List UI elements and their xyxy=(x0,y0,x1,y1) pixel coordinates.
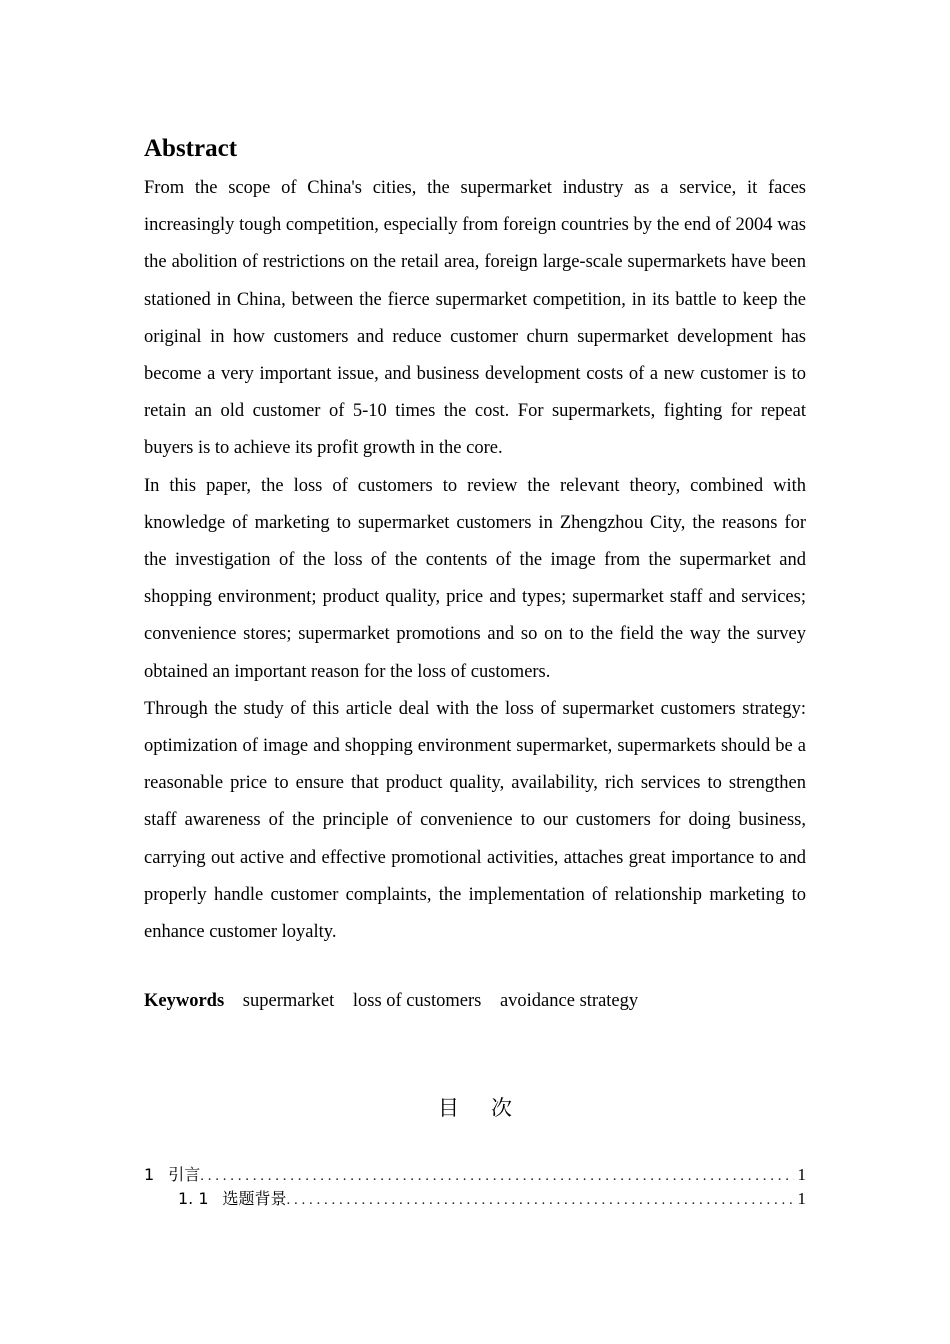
toc-entry-number: 1 xyxy=(144,1165,155,1185)
toc-entry-page: 1 xyxy=(797,1165,806,1185)
toc-entry-label: 引言 xyxy=(168,1165,201,1185)
abstract-paragraph-2: In this paper, the loss of customers to review the relevant theory, combined with knowledge of marketing to supermarket customers in Zhengzhou City, the reasons for the investigation of the loss of the contents of the image from the supermarket and shopping environment; product quality, price and types; supermarket staff and services; convenience stores; supermarket promotions and so on to the field the way the survey obtained an important reason for the loss of customers. xyxy=(144,475,806,682)
keyword-item: loss of customers xyxy=(352,991,482,1012)
toc-dot-leader xyxy=(287,1188,794,1212)
abstract-paragraph-3: Through the study of this article deal with the loss of supermarket customers strategy: optimization of image and shopping environment supermarket, supermarkets should be a reasonable price to ensure that product quality, availability, rich services to strengthen staff awareness of the principle of convenience to our customers for doing business, carrying out active and effective promotional activities, attaches great importance to and properly handle customer complaints, the implementation of relationship marketing to enhance customer loyalty. xyxy=(144,698,806,943)
toc-entry-number: 1. 1 xyxy=(178,1189,209,1209)
abstract-paragraph-1: From the scope of China's cities, the supermarket industry as a service, it faces increasingly tough competition, especially from foreign countries by the end of 2004 was the abolition of restrictions on the retail area, foreign large-scale supermarkets have been stationed in China, between the fierce supermarket competition, in its battle to keep the original in how customers and reduce customer churn supermarket development has become a very important issue, and business development costs of a new customer is to retain an old customer of 5-10 times the cost. For supermarkets, fighting for repeat buyers is to achieve its profit growth in the core. xyxy=(144,178,806,459)
keyword-item: supermarket xyxy=(242,991,335,1012)
table-of-contents xyxy=(144,1163,806,1211)
keywords-label: Keywords xyxy=(144,991,225,1012)
keywords-line xyxy=(144,987,806,1015)
toc-entry-page: 1 xyxy=(797,1189,806,1209)
toc-entry[interactable] xyxy=(144,1163,806,1187)
toc-entry-label: 选题背景 xyxy=(222,1189,287,1209)
abstract-heading: Abstract xyxy=(144,135,238,162)
toc-title: 目次 xyxy=(438,1096,544,1121)
keyword-item: avoidance strategy xyxy=(499,991,639,1012)
toc-entry[interactable] xyxy=(144,1187,806,1211)
document-page xyxy=(144,132,806,1211)
toc-dot-leader xyxy=(200,1164,793,1188)
